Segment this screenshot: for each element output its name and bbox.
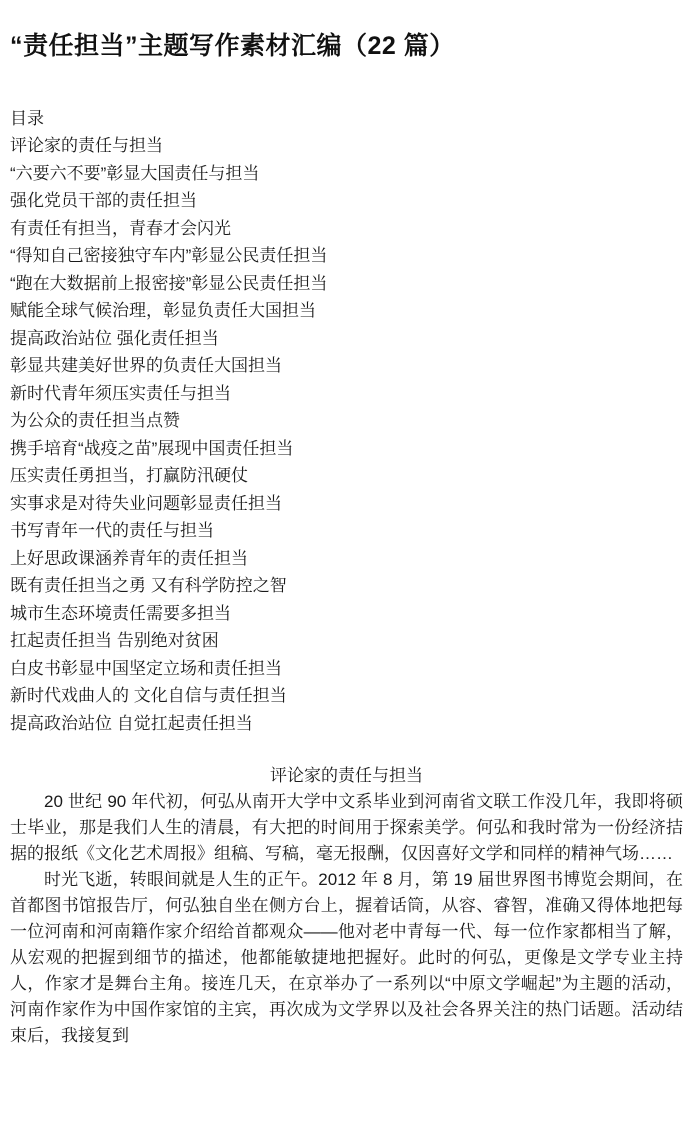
body-paragraph: 时光飞逝，转眼间就是人生的正午。2012 年 8 月，第 19 届世界图书博览会期间，在首都图书馆报告厅，何弘独自坐在侧方台上，握着话筒，从容、睿智，准确又得体地把每一位河南和河南籍作家介绍给首都观众——他对老中青每一代、每一位作家都相当了解，从宏观的把握到细节的描述，他都能敏捷地把握好。此时的何弘，更像是文学专业主持人，作家才是舞台主角。接连几天，在京举办了一系列以“中原文学崛起”为主题的活动，河南作家作为中国作家馆的主宾，再次成为文学界以及社会各界关注的热门话题。活动结束后，我接复到: [10, 870, 683, 1045]
list-item[interactable]: 白皮书彰显中国坚定立场和责任担当: [10, 658, 282, 678]
list-item[interactable]: 提高政治站位 自觉扛起责任担当: [10, 713, 253, 733]
list-item[interactable]: 为公众的责任担当点赞: [10, 411, 180, 430]
body-paragraph: 20 世纪 90 年代初，何弘从南开大学中文系毕业到河南省文联工作没几年，我即将硕士毕业，那是我们人生的清晨，有大把的时间用于探索美学。何弘和我时常为一份经济拮据的报纸《文化艺术周报》组稿、写稿，毫无报酬，仅因喜好文学和同样的精神气场……: [10, 792, 683, 863]
list-item[interactable]: 有责任有担当，青春才会闪光: [10, 218, 231, 238]
list-item[interactable]: 既有责任担当之勇 又有科学防控之智: [10, 576, 287, 595]
list-item[interactable]: “六要六不要”彰显大国责任与担当: [10, 163, 260, 183]
list-item[interactable]: 书写青年一代的责任与担当: [10, 521, 214, 540]
list-item[interactable]: 新时代青年须压实责任与担当: [10, 383, 231, 403]
list-item[interactable]: “得知自己密接独守车内”彰显公民责任担当: [10, 246, 328, 265]
list-item[interactable]: “跑在大数据前上报密接”彰显公民责任担当: [10, 273, 328, 293]
list-item[interactable]: 扛起责任担当 告别绝对贫困: [10, 631, 219, 650]
list-item[interactable]: 评论家的责任与担当: [10, 136, 163, 155]
list-item[interactable]: 城市生态环境责任需要多担当: [10, 603, 231, 623]
list-item[interactable]: 提高政治站位 强化责任担当: [10, 328, 219, 348]
list-item[interactable]: 上好思政课涵养青年的责任担当: [10, 548, 248, 568]
list-item[interactable]: 实事求是对待失业问题彰显责任担当: [10, 493, 282, 513]
list-item[interactable]: 携手培育“战疫之苗”展现中国责任担当: [10, 438, 294, 458]
document-page: [0, 30, 693, 1127]
page-title: “责任担当”主题写作素材汇编（22 篇）: [10, 32, 455, 60]
list-item[interactable]: 压实责任勇担当，打赢防汛硬仗: [10, 466, 248, 485]
list-item[interactable]: 强化党员干部的责任担当: [10, 191, 197, 210]
toc-heading: 目录: [10, 108, 44, 128]
list-item[interactable]: 赋能全球气候治理，彰显负责任大国担当: [10, 301, 316, 320]
list-item[interactable]: 彰显共建美好世界的负责任大国担当: [10, 356, 282, 375]
list-item[interactable]: 新时代戏曲人的 文化自信与责任担当: [10, 686, 287, 705]
section-title: 评论家的责任与担当: [270, 766, 423, 785]
table-of-contents: [10, 105, 683, 738]
